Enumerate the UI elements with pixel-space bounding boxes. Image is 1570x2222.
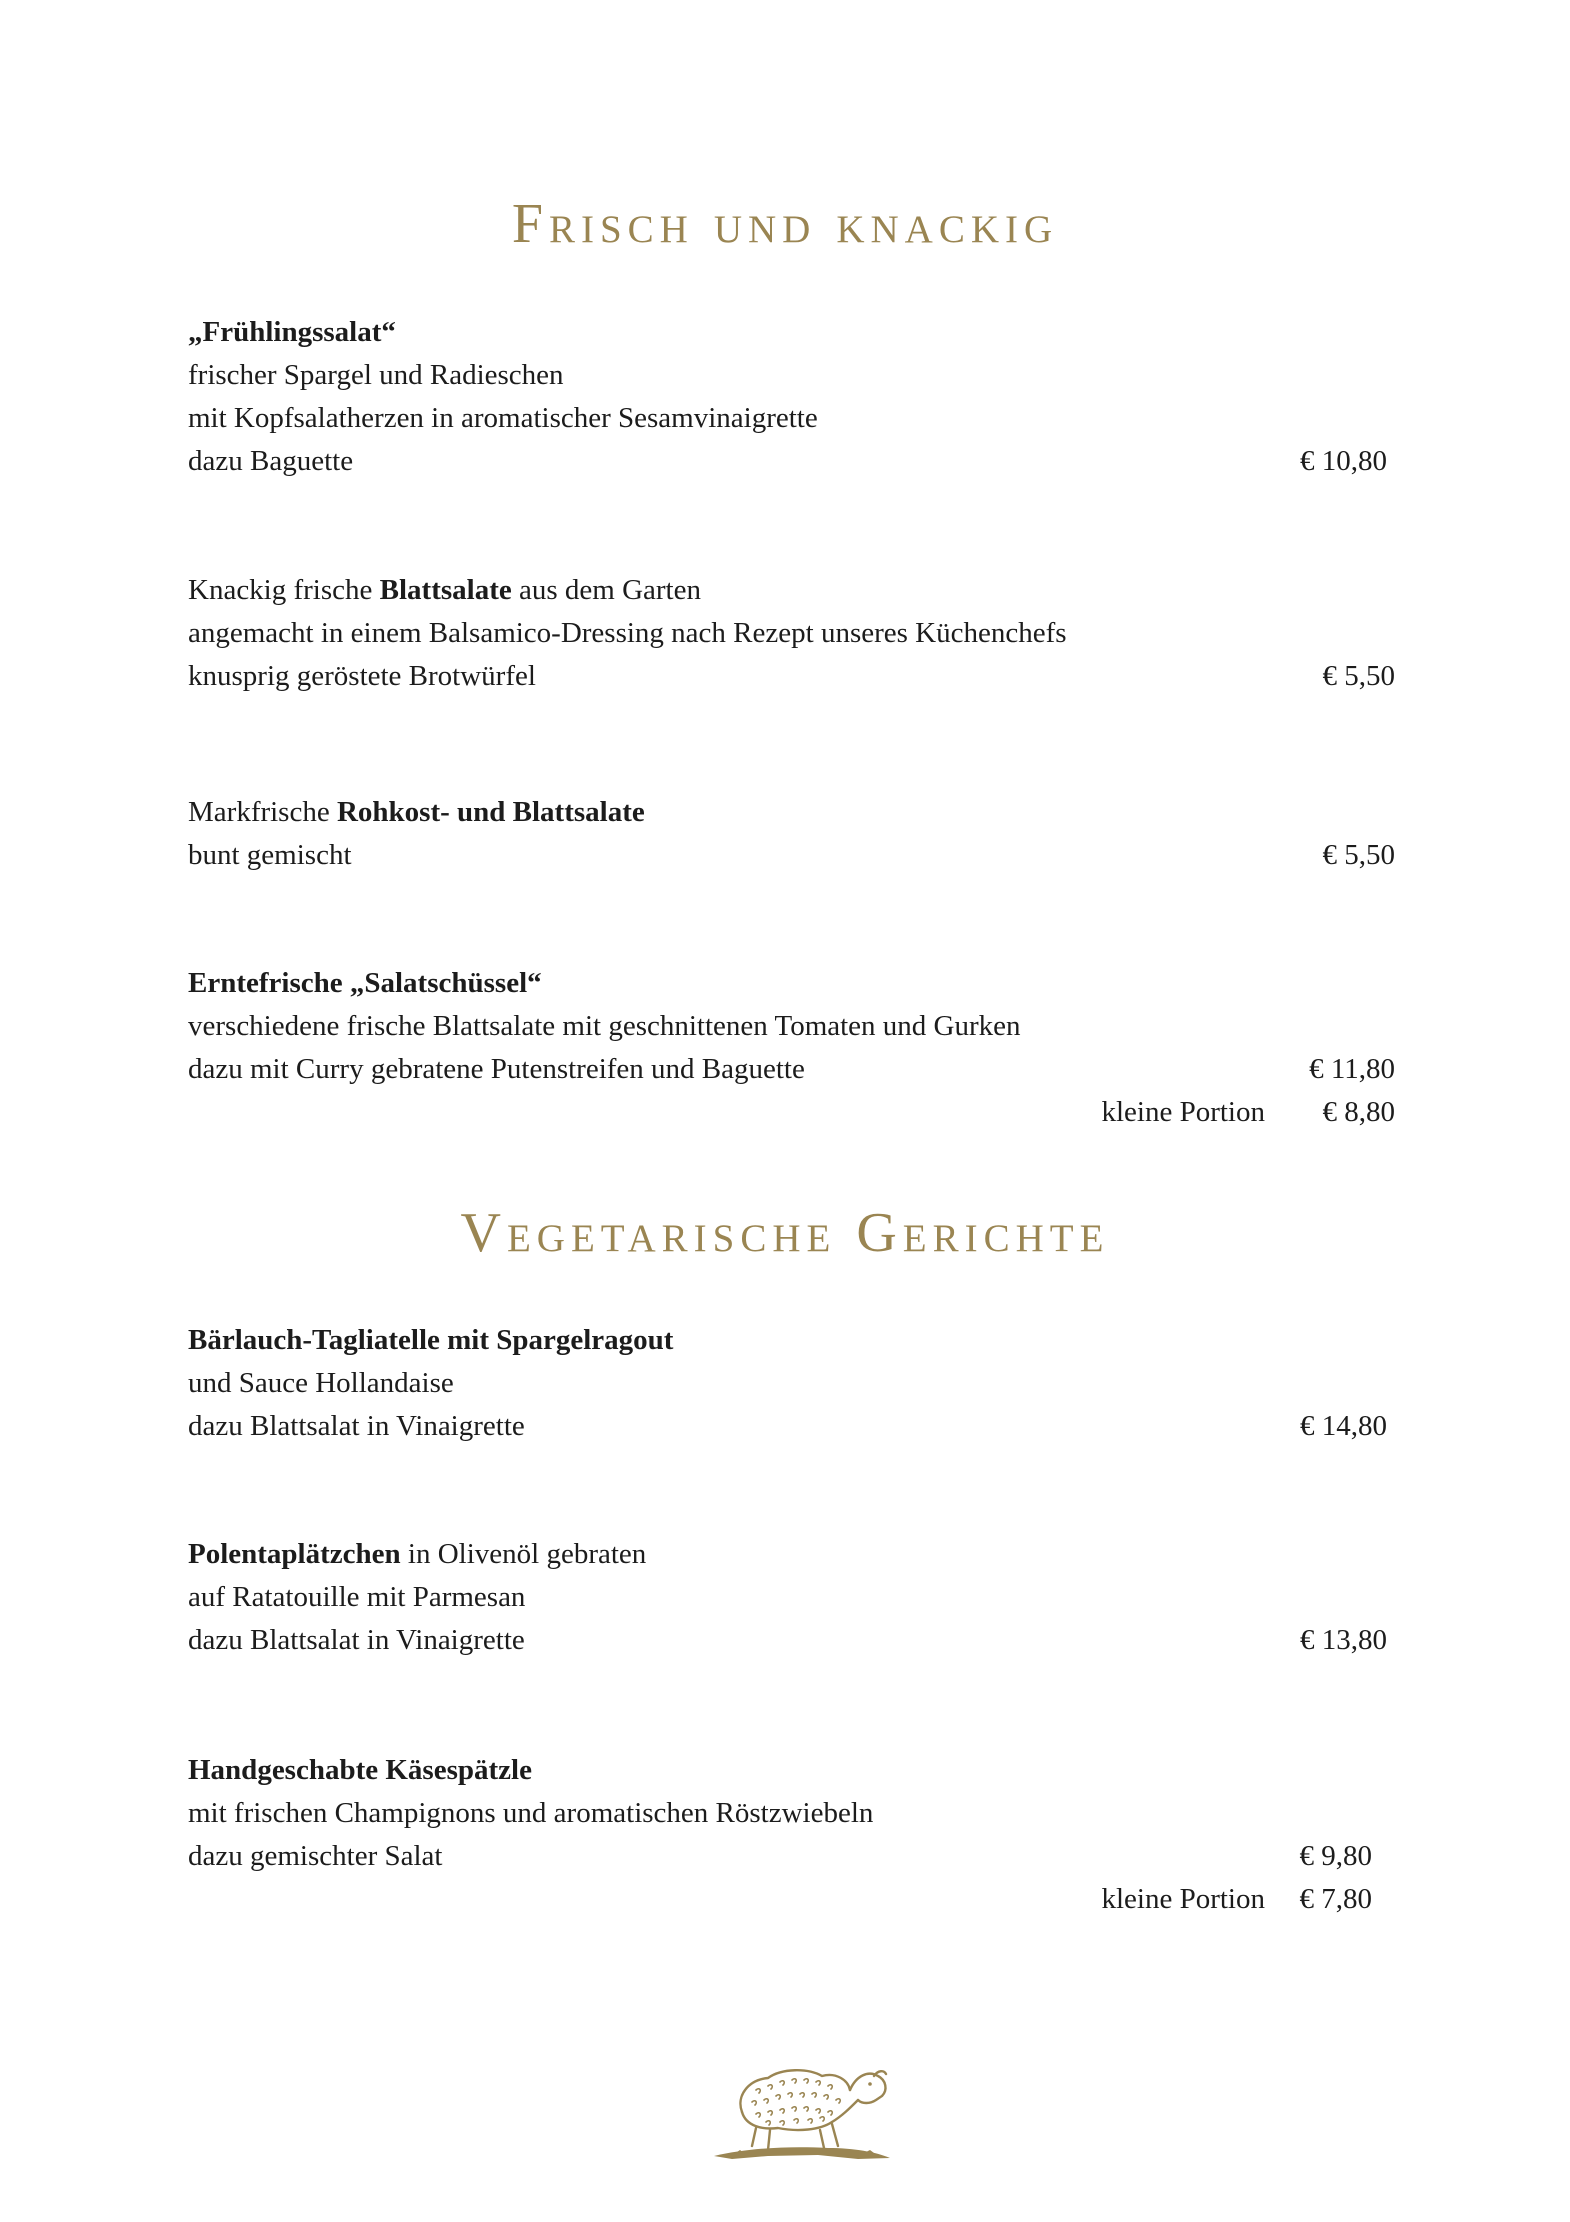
item-name-bold: Blattsalate bbox=[379, 574, 512, 606]
item-text: aus dem Garten bbox=[511, 574, 701, 606]
item-text: angemacht in einem Balsamico-Dressing nach Rezept unseres Küchenchefs bbox=[188, 617, 1067, 649]
item-text: auf Ratatouille mit Parmesan bbox=[188, 1581, 526, 1613]
item-title bbox=[188, 1534, 646, 1574]
item-description bbox=[188, 1836, 442, 1876]
section-heading-vegetarian: Vegetarische Gerichte bbox=[460, 1202, 1110, 1264]
item-description bbox=[188, 1793, 873, 1833]
item-text: und Sauce Hollandaise bbox=[188, 1367, 454, 1399]
item-description bbox=[188, 398, 818, 438]
item-price: € 5,50 bbox=[1322, 660, 1395, 692]
item-description bbox=[188, 1006, 1021, 1046]
item-price: € 14,80 bbox=[1300, 1410, 1387, 1442]
item-price: € 11,80 bbox=[1309, 1053, 1395, 1085]
item-text: dazu Blattsalat in Vinaigrette bbox=[188, 1410, 525, 1442]
item-description bbox=[188, 1577, 525, 1617]
item-text: dazu Baguette bbox=[188, 445, 354, 477]
item-name-bold: Erntefrische „Salatschüssel“ bbox=[188, 967, 542, 999]
small-portion-label: kleine Portion bbox=[1101, 1096, 1265, 1128]
item-name-bold: Bärlauch-Tagliatelle mit Spargelragout bbox=[188, 1324, 674, 1356]
item-name-bold: „Frühlingssalat“ bbox=[188, 316, 396, 348]
small-portion-price: € 8,80 bbox=[1322, 1096, 1395, 1128]
item-description bbox=[188, 355, 564, 395]
item-text: Markfrische bbox=[188, 796, 337, 828]
item-description bbox=[188, 441, 353, 481]
item-price: € 13,80 bbox=[1300, 1624, 1387, 1656]
section-heading-salads: Frisch und knackig bbox=[511, 193, 1059, 255]
item-description bbox=[188, 1049, 805, 1089]
item-text: knusprig geröstete Brotwürfel bbox=[188, 660, 536, 692]
item-text: bunt gemischt bbox=[188, 839, 352, 871]
item-name-bold: Rohkost- und Blattsalate bbox=[336, 796, 645, 828]
item-text: dazu mit Curry gebratene Putenstreifen und Baguette bbox=[188, 1053, 805, 1085]
item-description bbox=[188, 1620, 525, 1660]
item-title bbox=[188, 570, 701, 610]
item-description bbox=[188, 656, 536, 696]
item-price: € 5,50 bbox=[1322, 839, 1395, 871]
item-text: Knackig frische bbox=[188, 574, 380, 606]
item-title bbox=[188, 963, 542, 1003]
item-name-bold: Handgeschabte Käsespätzle bbox=[188, 1754, 532, 1786]
item-price: € 9,80 bbox=[1299, 1840, 1372, 1872]
sheep-icon bbox=[708, 2046, 894, 2166]
item-title bbox=[188, 792, 645, 832]
small-portion-price: € 7,80 bbox=[1299, 1883, 1372, 1915]
small-portion-label: kleine Portion bbox=[1101, 1883, 1265, 1915]
item-text: dazu Blattsalat in Vinaigrette bbox=[188, 1624, 525, 1656]
item-description bbox=[188, 835, 352, 875]
item-description bbox=[188, 1406, 525, 1446]
item-title bbox=[188, 312, 396, 352]
item-title bbox=[188, 1750, 532, 1790]
item-title bbox=[188, 1320, 673, 1360]
item-text: dazu gemischter Salat bbox=[188, 1840, 443, 1872]
item-price: € 10,80 bbox=[1300, 445, 1387, 477]
item-text: frischer Spargel und Radieschen bbox=[188, 359, 564, 391]
item-text: verschiedene frische Blattsalate mit geschnittenen Tomaten und Gurken bbox=[188, 1010, 1021, 1042]
item-text: mit Kopfsalatherzen in aromatischer Sesamvinaigrette bbox=[188, 402, 818, 434]
item-description bbox=[188, 613, 1067, 653]
item-name-bold: Polentaplätzchen bbox=[188, 1538, 401, 1570]
item-text: mit frischen Champignons und aromatischen Röstzwiebeln bbox=[188, 1797, 874, 1829]
item-text: in Olivenöl gebraten bbox=[400, 1538, 647, 1570]
item-description bbox=[188, 1363, 454, 1403]
